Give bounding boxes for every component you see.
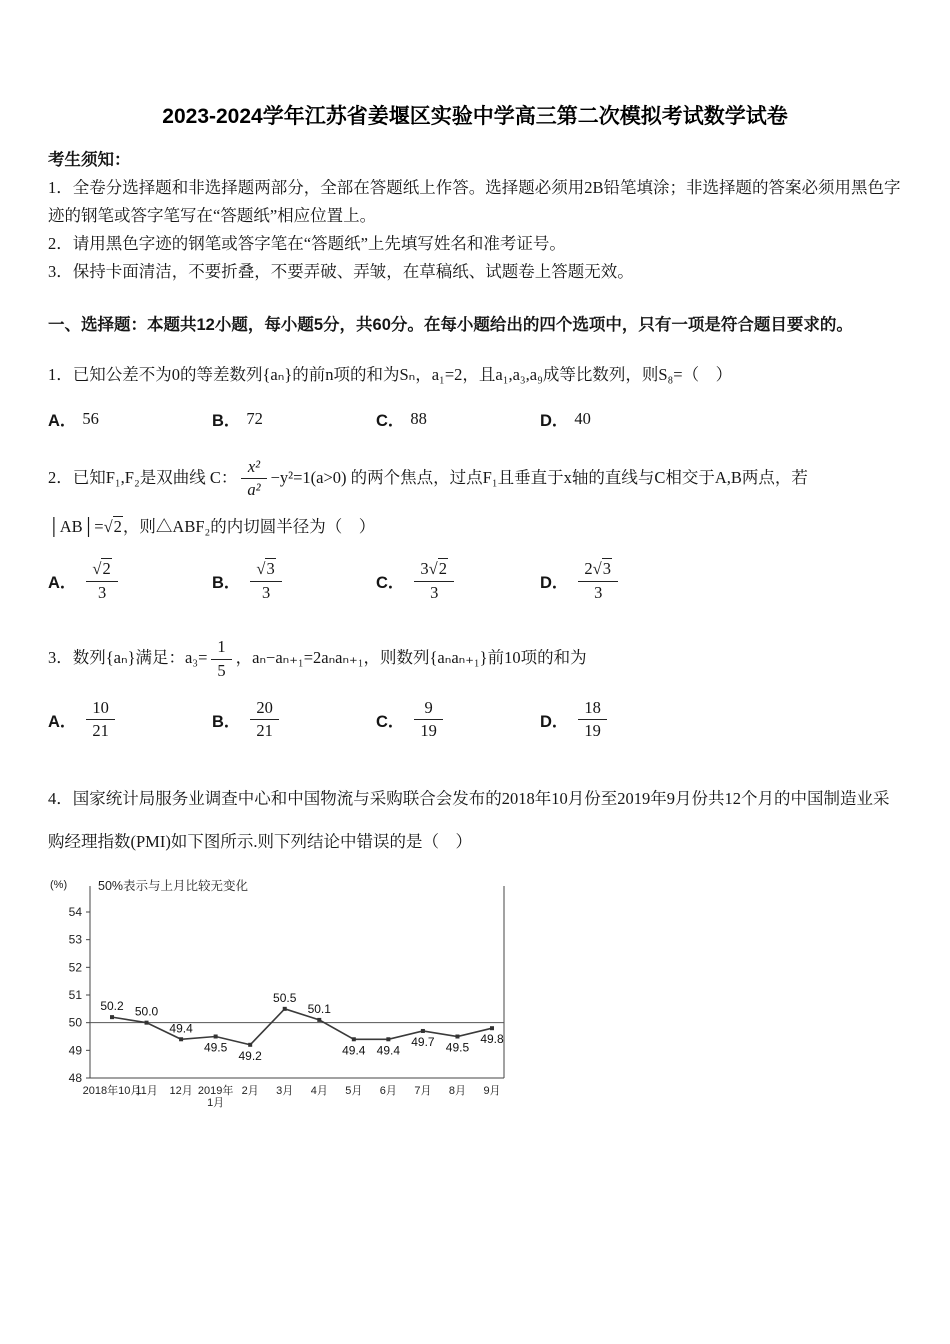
radicand: 2 <box>113 517 122 537</box>
option-label: A． <box>48 574 77 593</box>
point-value-label: 50.1 <box>307 1001 331 1016</box>
y-tick-label: 50 <box>68 1015 82 1030</box>
question-3-option-c <box>376 698 540 742</box>
fraction-numerator <box>578 559 618 582</box>
x-tick-label: 4月 <box>310 1084 328 1097</box>
fraction <box>241 457 266 501</box>
pmi-chart <box>48 876 902 1125</box>
question-3-pre: 3．数列{aₙ}满足：a₃= <box>48 648 208 668</box>
pmi-line-chart <box>48 876 526 1120</box>
hyperbola-equation <box>209 456 351 500</box>
question-2 <box>48 457 902 604</box>
option-label: D． <box>540 712 569 731</box>
fraction-denominator: 3 <box>261 582 271 602</box>
question-2-options <box>48 559 902 603</box>
question-2-option-c <box>376 559 540 603</box>
notice-section <box>48 146 902 286</box>
coefficient: 3 <box>420 559 429 579</box>
chart-point <box>352 1037 356 1041</box>
option-value: 88 <box>410 408 427 428</box>
x-tick-label: 6月 <box>379 1084 397 1097</box>
chart-point <box>317 1018 321 1022</box>
question-1-option-b <box>212 407 376 431</box>
option-value: 72 <box>246 408 263 428</box>
fraction-numerator: x² <box>241 457 266 480</box>
x-tick-label: 12月 <box>169 1084 193 1097</box>
option-label: C． <box>376 574 405 593</box>
fraction-denominator: 3 <box>594 582 603 602</box>
question-2-mid: 的两个焦点，过点F₁且垂直于x轴的直线与C相交于A,B两点，若 <box>350 467 808 487</box>
y-tick-label: 53 <box>68 932 82 947</box>
radicand: 2 <box>438 559 447 579</box>
sqrt-expression <box>104 516 123 536</box>
question-3-text <box>48 637 902 681</box>
x-tick-label: 11月 <box>135 1084 158 1097</box>
sqrt-expression <box>256 558 275 578</box>
radicand: 3 <box>266 559 275 579</box>
fraction-numerator: 18 <box>578 698 607 721</box>
fraction <box>86 698 115 742</box>
option-label: D． <box>540 411 569 430</box>
sqrt-expression <box>429 558 448 578</box>
point-value-label: 50.5 <box>273 990 297 1005</box>
section-heading: 一、选择题：本题共12小题，每小题5分，共60分。在每小题给出的四个选项中，只有一项是符合题目要求的。 <box>48 316 853 335</box>
question-1-option-d <box>540 407 704 431</box>
question-2-text <box>48 457 902 501</box>
point-value-label: 49.7 <box>411 1034 435 1049</box>
fraction-numerator: 10 <box>86 698 115 721</box>
question-4-text: 4．国家统计局服务业调查中心和中国物流与采购联合会发布的2018年10月份至2019年9月份共12个月的中国制造业采购经理指数(PMI)如下图所示.则下列结论中错误的是（ ） <box>48 788 890 851</box>
y-tick-label: 49 <box>68 1043 82 1058</box>
question-3 <box>48 637 902 742</box>
option-label: B． <box>212 411 241 430</box>
fraction <box>211 637 231 681</box>
y-tick-label: 54 <box>68 904 82 919</box>
chart-point <box>145 1020 149 1024</box>
fraction-numerator: 20 <box>250 698 279 721</box>
x-tick-label: 2018年10月 <box>82 1084 142 1097</box>
question-3-option-b <box>212 698 376 742</box>
x-tick-label: 5月 <box>345 1084 363 1097</box>
chart-point <box>455 1034 459 1038</box>
x-tick-label: 2019年 1月 <box>197 1084 234 1109</box>
option-label: B． <box>212 574 241 593</box>
option-label: A． <box>48 712 77 731</box>
fraction-denominator: 5 <box>217 661 226 681</box>
chart-point <box>490 1026 494 1030</box>
fraction-denominator: a² <box>247 480 261 500</box>
option-label: C． <box>376 411 405 430</box>
point-value-label: 50.0 <box>134 1004 159 1019</box>
notice-item-1: 1．全卷分选择题和非选择题两部分，全部在答题纸上作答。选择题必须用2B铅笔填涂；非选择题的答案必须用黑色字迹的钢笔或答字笔写在“答题纸”相应位置上。 <box>48 178 901 226</box>
question-1-options <box>48 407 902 431</box>
point-value-label: 50.2 <box>100 998 124 1013</box>
point-value-label: 49.4 <box>342 1043 366 1058</box>
point-value-label: 49.8 <box>480 1031 504 1046</box>
notice-heading: 考生须知： <box>48 150 131 169</box>
x-tick-label: 9月 <box>483 1084 501 1097</box>
fraction <box>250 698 279 742</box>
question-3-option-a <box>48 698 212 742</box>
fraction <box>578 698 607 742</box>
y-tick-label: 51 <box>68 987 82 1002</box>
question-2-pre: 2．已知F₁,F₂是双曲线 <box>48 467 206 487</box>
option-label: A． <box>48 411 77 430</box>
point-value-label: 49.2 <box>238 1048 262 1063</box>
notice-item-3: 3．保持卡面清洁，不要折叠，不要弄破、弄皱，在草稿纸、试题卷上答题无效。 <box>48 262 634 282</box>
question-1-option-c <box>376 407 540 431</box>
sqrt-expression <box>92 558 111 578</box>
fraction-denominator: 19 <box>584 721 601 741</box>
equation-lhs: C： <box>209 467 238 487</box>
fraction <box>250 559 281 603</box>
question-2-tail: ，则△ABF₂的内切圆半径为（ ） <box>122 517 376 537</box>
y-tick-label: 52 <box>68 960 82 975</box>
fraction-numerator <box>250 559 281 582</box>
x-tick-label: 7月 <box>414 1084 432 1097</box>
radicand: 3 <box>602 559 611 579</box>
question-2-option-a <box>48 559 212 603</box>
chart-point <box>179 1037 183 1041</box>
radicand: 2 <box>102 559 111 579</box>
coefficient: 2 <box>584 559 593 579</box>
x-tick-label: 2月 <box>241 1084 259 1097</box>
equation-rhs: −y²=1(a>0) <box>270 467 347 487</box>
chart-point <box>214 1034 218 1038</box>
question-3-option-d <box>540 698 704 742</box>
fraction <box>414 559 454 603</box>
option-label: B． <box>212 712 241 731</box>
question-1 <box>48 359 902 431</box>
x-tick-label: 3月 <box>276 1084 294 1097</box>
fraction <box>414 698 443 742</box>
fraction <box>578 559 618 603</box>
fraction-numerator <box>414 559 454 582</box>
fraction-denominator: 3 <box>97 582 107 602</box>
question-2-line2 <box>48 511 902 543</box>
chart-point <box>421 1029 425 1033</box>
question-3-post: ，aₙ−aₙ₊₁=2aₙaₙ₊₁，则数列{aₙaₙ₊₁}前10项的和为 <box>235 648 587 668</box>
chart-point <box>248 1043 252 1047</box>
point-value-label: 49.5 <box>203 1040 228 1055</box>
question-2-option-b <box>212 559 376 603</box>
chart-point <box>110 1015 114 1019</box>
fraction-numerator: 1 <box>211 637 231 660</box>
x-tick-label: 8月 <box>448 1084 467 1097</box>
point-value-label: 49.4 <box>376 1043 401 1058</box>
fraction-denominator: 21 <box>92 721 109 741</box>
option-value: 56 <box>82 408 99 428</box>
question-1-text: 1．已知公差不为0的等差数列{aₙ}的前n项的和为Sₙ，a₁=2，且a₁,a₃,a₉成等比数列，则S₈=（ ） <box>48 364 733 384</box>
point-value-label: 49.4 <box>169 1021 193 1036</box>
fraction-denominator: 3 <box>430 582 439 602</box>
question-2-option-d <box>540 559 704 603</box>
chart-point <box>283 1007 287 1011</box>
chart-point <box>386 1037 390 1041</box>
page-title: 2023-2024学年江苏省姜堰区实验中学高三第二次模拟考试数学试卷 <box>162 105 788 128</box>
fraction-numerator <box>86 559 117 582</box>
fraction-denominator: 19 <box>420 721 437 741</box>
option-label: C． <box>376 712 405 731</box>
option-label: D． <box>540 574 569 593</box>
fraction-denominator: 21 <box>256 721 273 741</box>
y-tick-label: 48 <box>68 1070 82 1085</box>
fraction <box>86 559 117 603</box>
question-3-options <box>48 698 902 742</box>
ab-length: │AB│= <box>48 517 104 537</box>
notice-item-2: 2．请用黑色字迹的钢笔或答字笔在“答题纸”上先填写姓名和准考证号。 <box>48 234 566 254</box>
sqrt-expression <box>593 558 612 578</box>
option-value: 40 <box>574 408 591 428</box>
chart-annotation: 50%表示与上月比较无变化 <box>98 878 249 893</box>
question-4 <box>48 778 902 1125</box>
fraction-numerator: 9 <box>414 698 443 721</box>
unit-label: (%) <box>50 878 68 891</box>
question-1-option-a <box>48 407 212 431</box>
point-value-label: 49.5 <box>445 1040 470 1055</box>
